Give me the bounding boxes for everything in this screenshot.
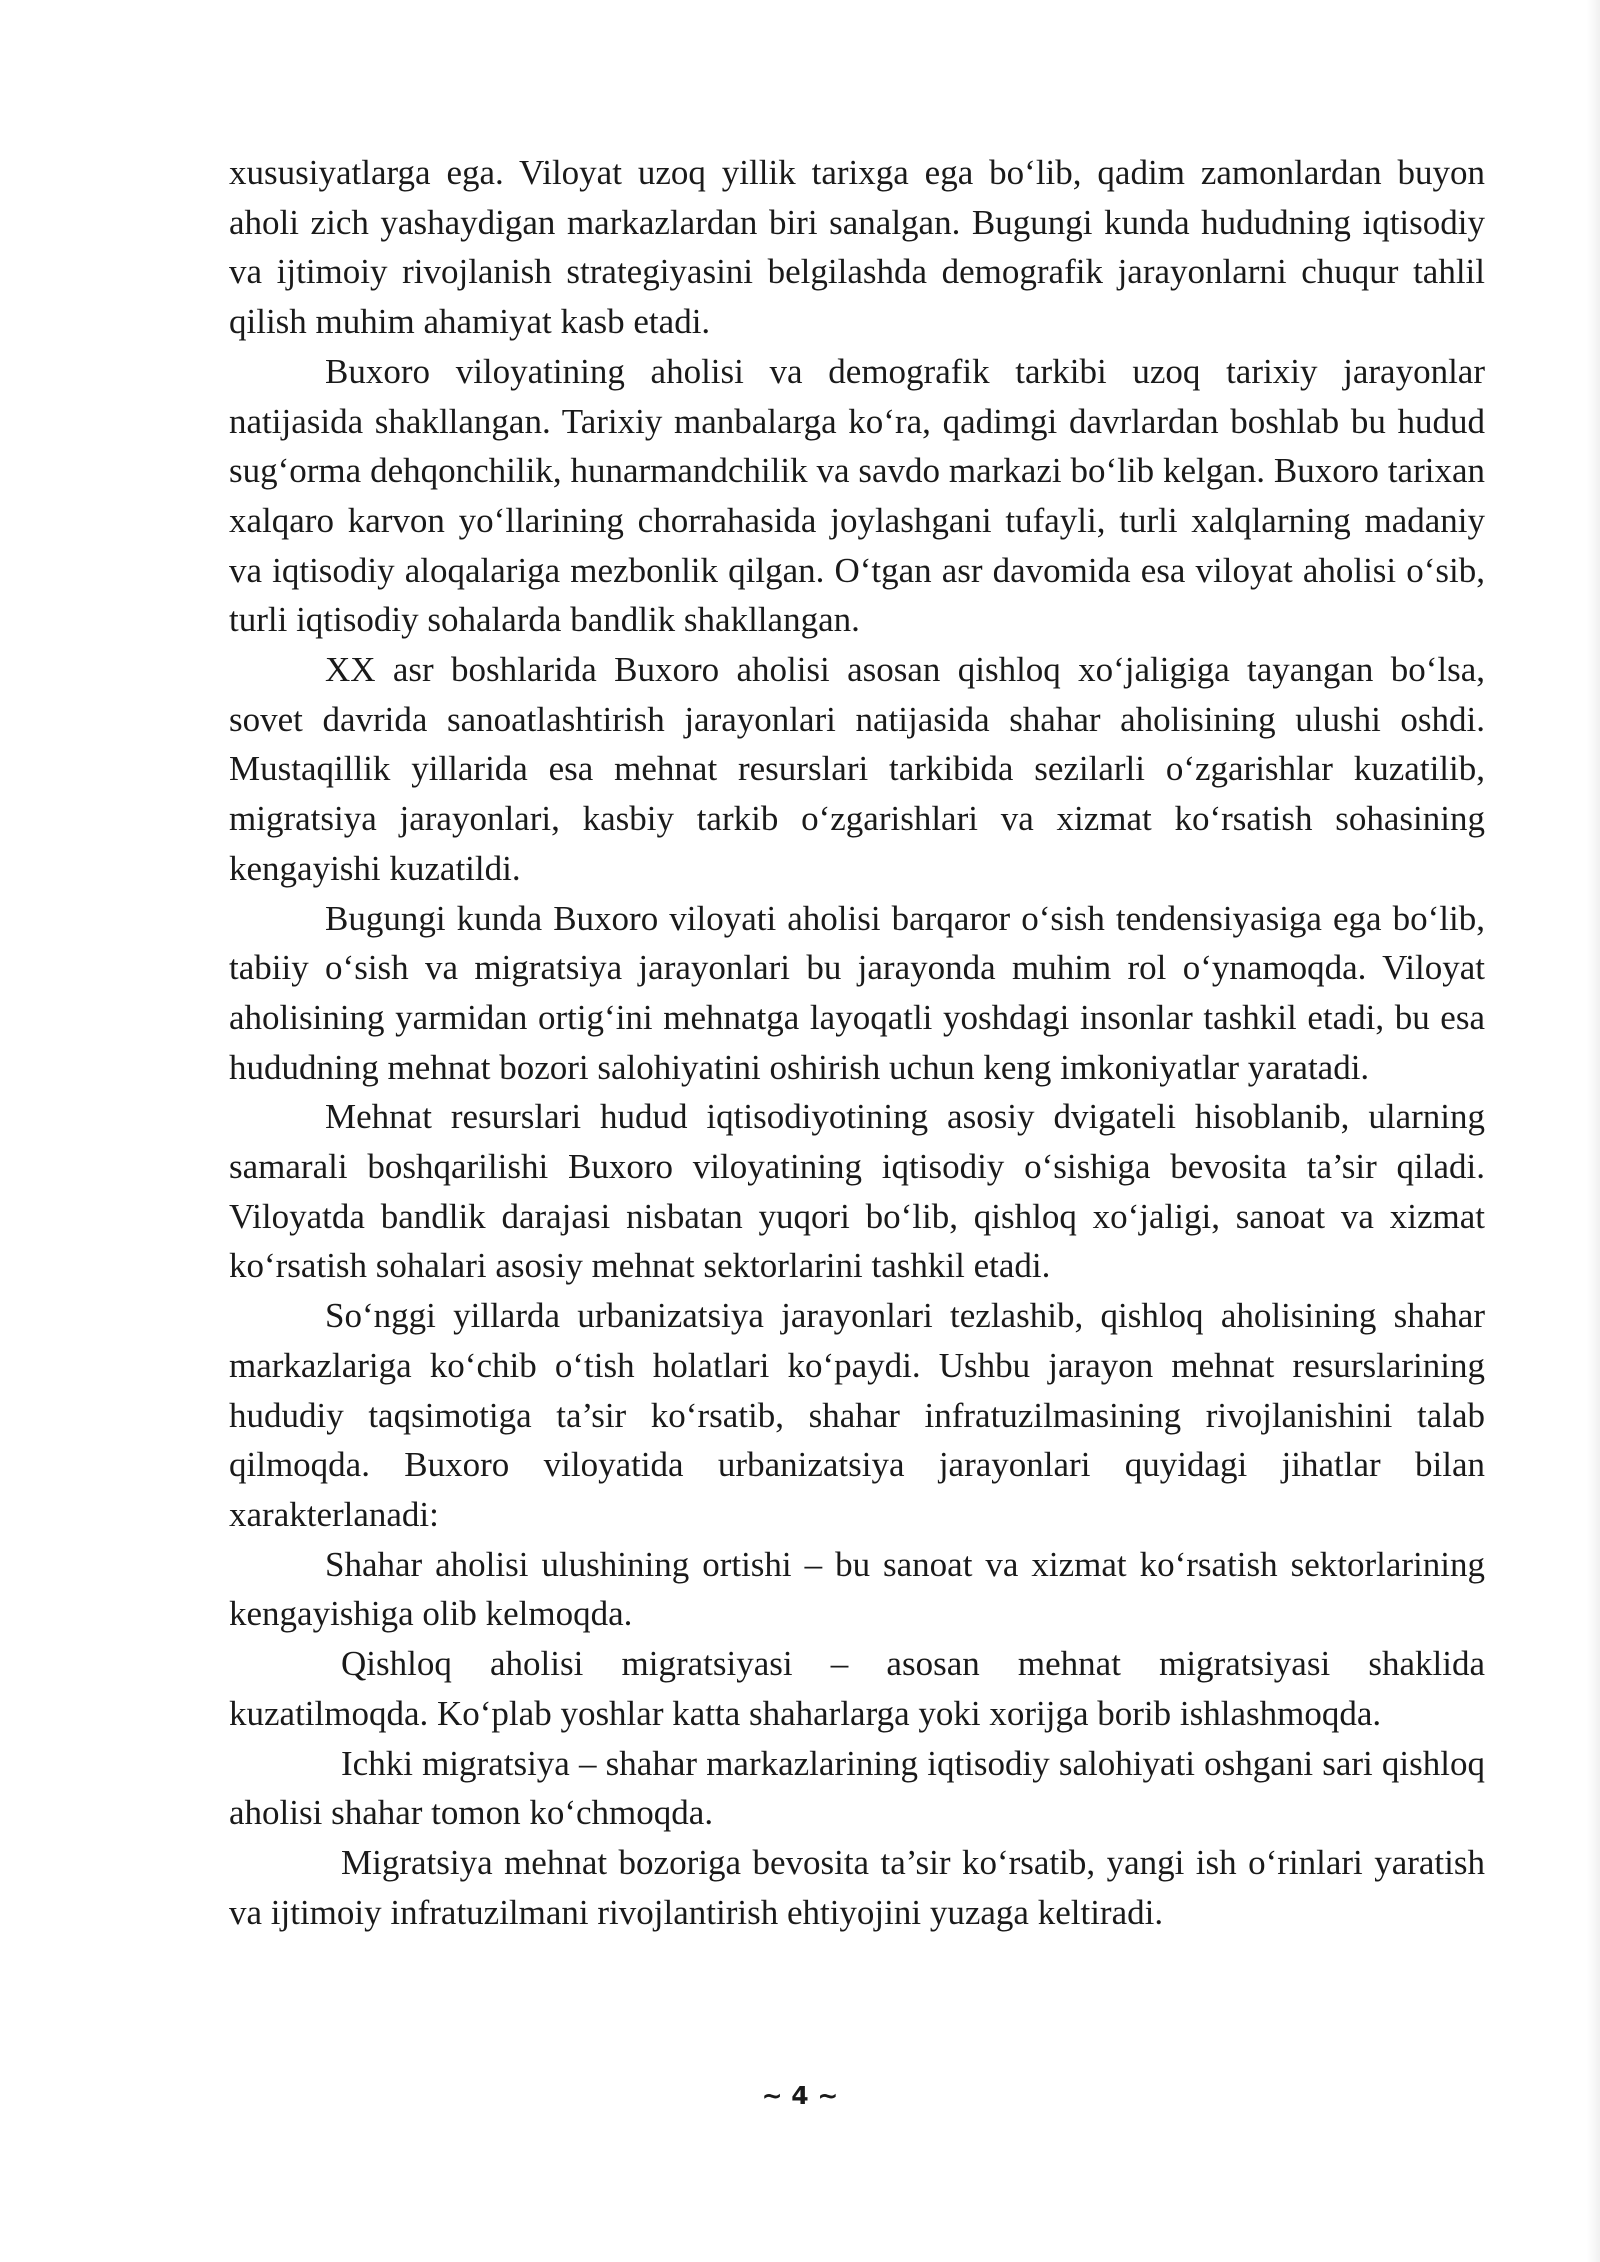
page-edge-shadow	[1586, 0, 1600, 2262]
paragraph-continuation: xususiyatlarga ega. Viloyat uzoq yillik tarixga ega bo‘lib, qadim zamonlardan buyon aholi zich yashaydigan markazlardan biri sanalgan. Bugungi kunda hududning iqtisodiy va ijtimoiy rivojlanish strategiyasini belgilashda demografik jarayonlarni chuqur tahlil qilish muhim ahamiyat kasb etadi.	[229, 153, 1485, 342]
paragraph-twentieth-century: XX asr boshlarida Buxoro aholisi asosan qishloq xo‘jaligiga tayangan bo‘lsa, sovet davrida sanoatlashtirish jarayonlari natijasida shahar aholisining ulushi oshdi. Mustaqillik yillarida esa mehnat resurslari tarkibida sezilarli o‘zgarishlar kuzatilib, migratsiya jarayonlari, kasbiy tarkib o‘zgarishlari va xizmat ko‘rsatish sohasining kengayishi kuzatildi.	[229, 650, 1485, 888]
paragraph-internal-migration: Ichki migratsiya – shahar markazlarining iqtisodiy salohiyati oshgani sari qishloq aholisi shahar tomon ko‘chmoqda.	[229, 1743, 1485, 1833]
paragraph-urban-share: Shahar aholisi ulushining ortishi – bu sanoat va xizmat ko‘rsatish sektorlarining kengayishiga olib kelmoqda.	[229, 1544, 1485, 1634]
paragraph-history: Buxoro viloyatining aholisi va demografik tarkibi uzoq tarixiy jarayonlar natijasida shakllangan. Tarixiy manbalarga ko‘ra, qadimgi davrlardan boshlab bu hudud sug‘orma dehqonchilik, hunarmandchilik va savdo markazi bo‘lib kelgan. Buxoro tarixan xalqaro karvon yo‘llarining chorrahasida joylashgani tufayli, turli xalqlarning madaniy va iqtisodiy aloqalariga mezbonlik qilgan. O‘tgan asr davomida esa viloyat aholisi o‘sib, turli iqtisodiy sohalarda bandlik shakllangan.	[229, 351, 1485, 640]
body-text	[229, 148, 1485, 1937]
paragraph-labor-resources: Mehnat resurslari hudud iqtisodiyotining asosiy dvigateli hisoblanib, ularning samarali boshqarilishi Buxoro viloyatining iqtisodiy o‘sishiga bevosita ta’sir qiladi. Viloyatda bandlik darajasi nisbatan yuqori bo‘lib, qishloq xo‘jaligi, sanoat va xizmat ko‘rsatish sohalari asosiy mehnat sektorlarini tashkil etadi.	[229, 1097, 1485, 1286]
paragraph-urbanization: So‘nggi yillarda urbanizatsiya jarayonlari tezlashib, qishloq aholisining shahar markazlariga ko‘chib o‘tish holatlari ko‘paydi. Ushbu jarayon mehnat resurslarining hududiy taqsimotiga ta’sir ko‘rsatib, shahar infratuzilmasining rivojlanishini talab qilmoqda. Buxoro viloyatida urbanizatsiya jarayonlari quyidagi jihatlar bilan xarakterlanadi:	[229, 1296, 1485, 1534]
paragraph-population-growth: Bugungi kunda Buxoro viloyati aholisi barqaror o‘sish tendensiyasiga ega bo‘lib, tabiiy o‘sish va migratsiya jarayonlari bu jarayonda muhim rol o‘ynamoqda. Viloyat aholisining yarmidan ortig‘ini mehnatga layoqatli yoshdagi insonlar tashkil etadi, bu esa hududning mehnat bozori salohiyatini oshirish uchun keng imkoniyatlar yaratadi.	[229, 898, 1485, 1087]
page-number: ~ 4 ~	[761, 2081, 839, 2110]
paragraph-rural-migration: Qishloq aholisi migratsiyasi – asosan mehnat migratsiyasi shaklida kuzatilmoqda. Ko‘plab yoshlar katta shaharlarga yoki xorijga borib ishlashmoqda.	[229, 1644, 1485, 1733]
paragraph-migration-impact: Migratsiya mehnat bozoriga bevosita ta’sir ko‘rsatib, yangi ish o‘rinlari yaratish va ijtimoiy infratuzilmani rivojlantirish ehtiyojini yuzaga keltiradi.	[229, 1842, 1485, 1932]
